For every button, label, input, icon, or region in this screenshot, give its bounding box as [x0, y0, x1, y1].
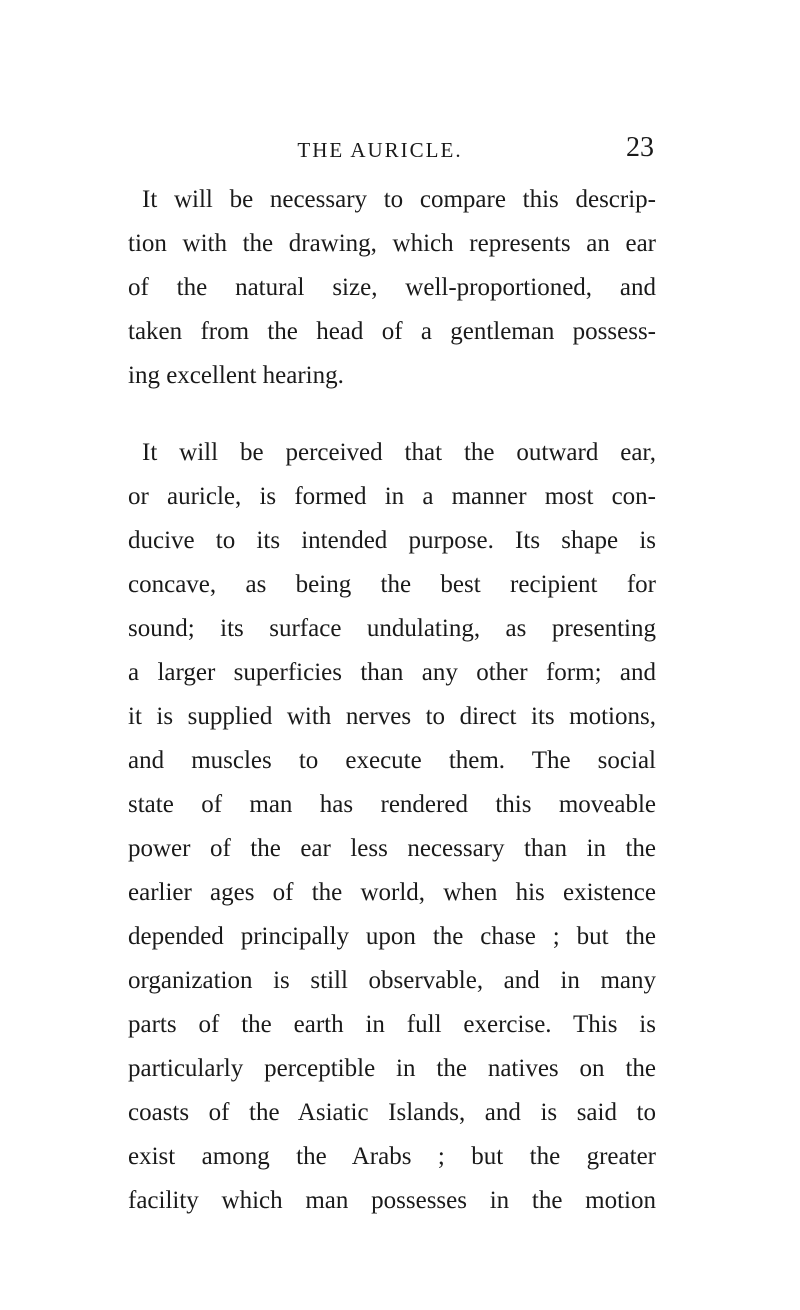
- paragraph-2: [128, 431, 656, 1223]
- text-line: ducive to its intended purpose. Its shape is: [128, 527, 656, 554]
- text-line: exist among the Arabs ; but the greater: [128, 1143, 656, 1170]
- running-head: [100, 132, 660, 172]
- text-line: coasts of the Asiatic Islands, and is said to: [128, 1099, 656, 1126]
- text-line: organization is still observable, and in many: [128, 967, 656, 994]
- text-line: power of the ear less necessary than in the: [128, 835, 656, 862]
- text-line: and muscles to execute them. The social: [128, 747, 656, 774]
- text-line: facility which man possesses in the motion: [128, 1187, 656, 1214]
- text-line: sound; its surface undulating, as presenting: [128, 615, 656, 642]
- text-line: taken from the head of a gentleman possess-: [128, 318, 656, 345]
- text-line: state of man has rendered this moveable: [128, 791, 656, 818]
- text-line: tion with the drawing, which represents an ear: [128, 230, 656, 257]
- text-line: It will be necessary to compare this descrip-: [142, 186, 656, 213]
- text-line: It will be perceived that the outward ear,: [142, 439, 656, 466]
- text-line: a larger superficies than any other form; and: [128, 659, 656, 686]
- running-title: THE AURICLE.: [297, 138, 463, 162]
- text-line: particularly perceptible in the natives on the: [128, 1055, 656, 1082]
- text-line: or auricle, is formed in a manner most con-: [128, 483, 656, 510]
- paragraph-gap: [128, 398, 656, 431]
- body-text: [128, 178, 656, 1223]
- page-number: 23: [626, 132, 654, 163]
- text-line: earlier ages of the world, when his existence: [128, 879, 656, 906]
- paragraph-1: [128, 178, 656, 398]
- text-line: concave, as being the best recipient for: [128, 571, 656, 598]
- text-line: of the natural size, well-proportioned, and: [128, 274, 656, 301]
- text-line: it is supplied with nerves to direct its motions,: [128, 703, 656, 730]
- text-line: depended principally upon the chase ; but the: [128, 923, 656, 950]
- text-line: ing excellent hearing.: [128, 362, 344, 389]
- text-line: parts of the earth in full exercise. This is: [128, 1011, 656, 1038]
